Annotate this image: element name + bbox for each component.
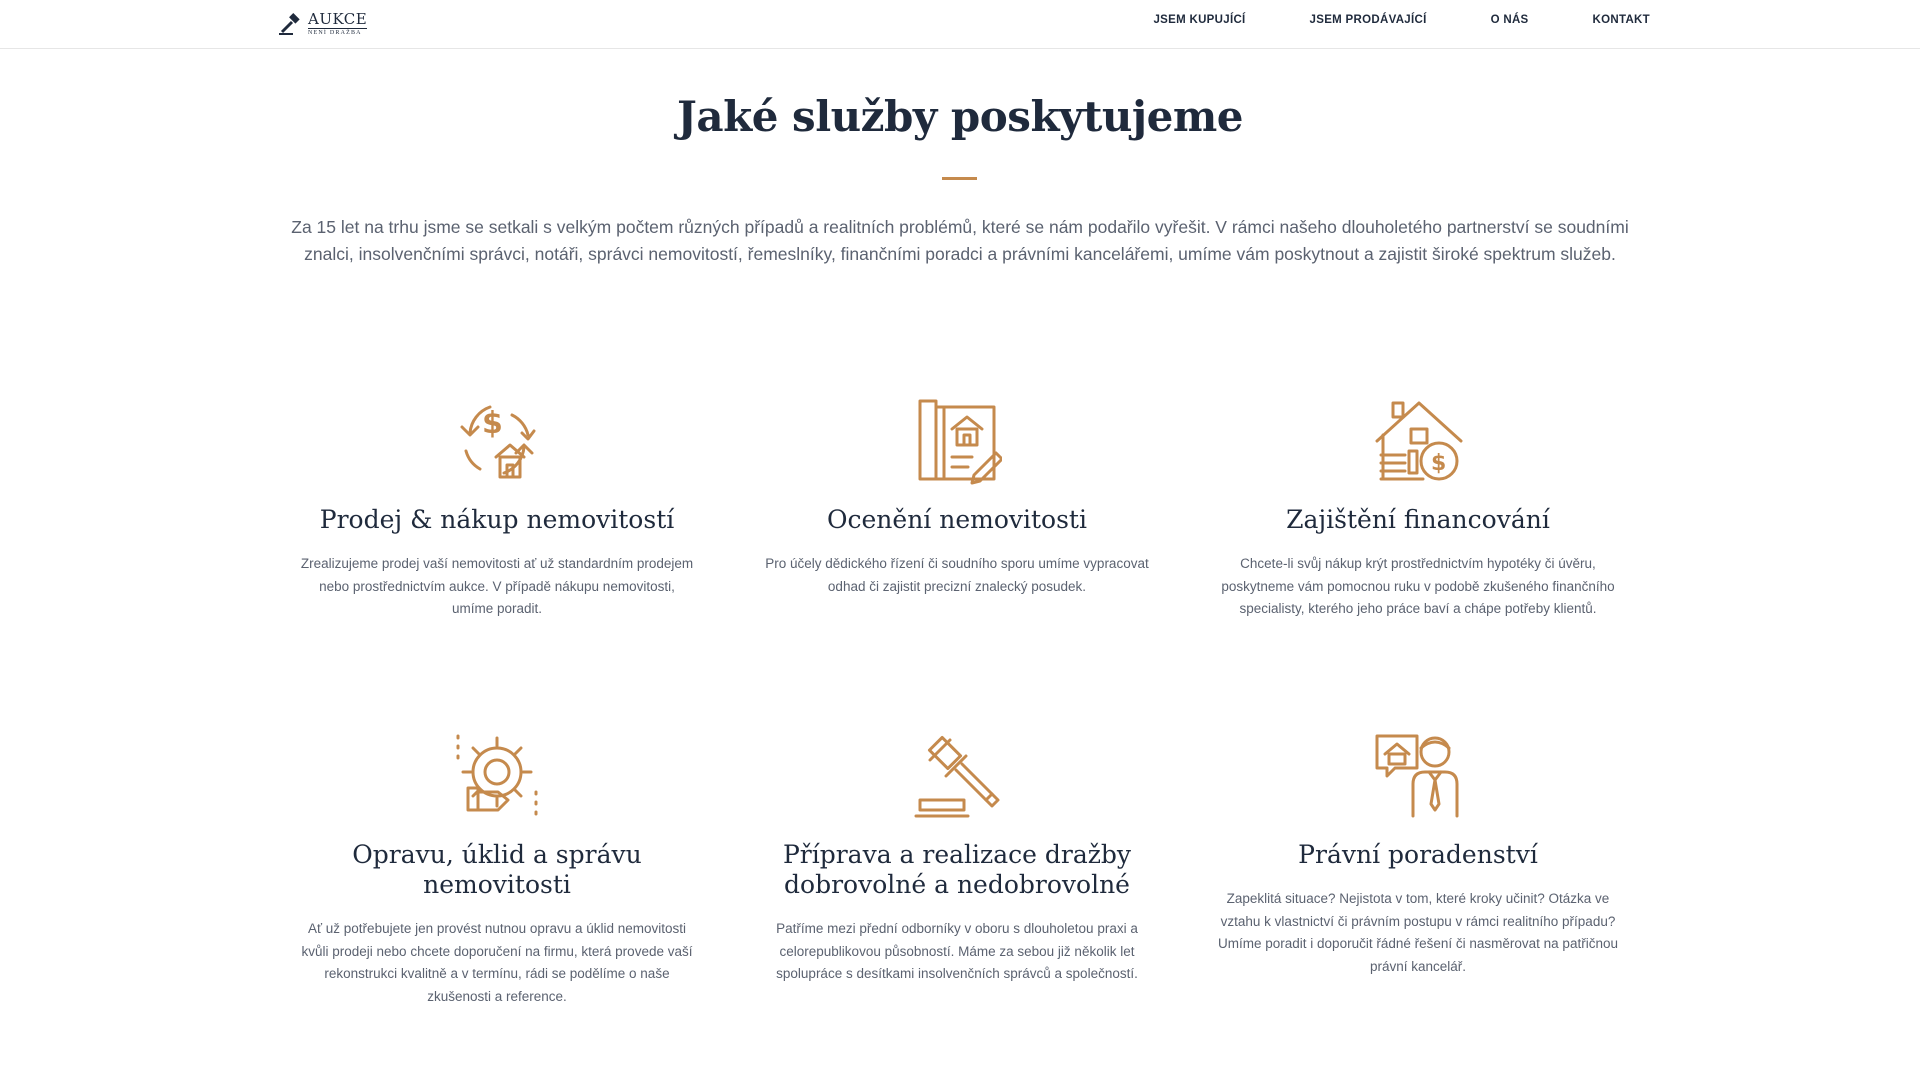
service-description: Zapeklitá situace? Nejistota v tom, které kroky učinit? Otázka ve vztahu k vlastnictví či právním postupu v rámci realitního případu? Umíme poradit i doporučit řádné řešení či nasměrovat na patřičnou právní kancelář. <box>1218 891 1618 974</box>
logo-title: AUKCE <box>308 10 368 28</box>
top-navigation-bar <box>0 0 1920 49</box>
service-card-appraisal <box>757 395 1157 598</box>
repair-gear-icon <box>452 730 542 820</box>
legal-advisor-icon <box>1373 730 1463 820</box>
svg-text:$: $ <box>1431 451 1447 476</box>
service-card-financing <box>1218 395 1618 621</box>
exchange-house-icon <box>452 395 542 485</box>
title-accent-divider <box>942 177 977 180</box>
logo-subtitle: NENÍ DRAŽBA <box>308 28 367 36</box>
service-title: Opravu, úklid a správu nemovitosti <box>352 840 642 899</box>
service-title: Prodej & nákup nemovitostí <box>319 505 675 534</box>
service-card-legal <box>1218 730 1618 978</box>
nav-link-contact[interactable]: KONTAKT <box>1592 14 1650 26</box>
main-nav <box>1153 14 1650 26</box>
nav-link-seller[interactable]: JSEM PRODÁVAJÍCÍ <box>1309 14 1427 26</box>
nav-link-about[interactable]: O NÁS <box>1490 14 1529 26</box>
service-title: Příprava a realizace dražby dobrovolné a nedobrovolné <box>782 840 1132 899</box>
service-title: Zajištění financování <box>1286 505 1550 534</box>
logo[interactable] <box>278 12 367 36</box>
service-card-repair <box>297 730 697 1008</box>
service-description: Ať už potřebujete jen provést nutnou opravu a úklid nemovitosti kvůli prodeji nebo chcete doporučení na firmu, která provede vaší rekonstrukci kvalitně a v termínu, rádi se podělíme o naše zkušenosti a reference. <box>301 921 693 1004</box>
service-description: Pro účely dědického řízení či soudního sporu umíme vypracovat odhad či zajistit precizní znalecký posudek. <box>765 556 1149 594</box>
service-description: Patříme mezi přední odborníky v oboru s dlouholetou praxi a celorepublikovou působností. Máme za sebou již několik let spolupráce s desítkami insolvenčních správců a společností. <box>776 921 1138 981</box>
gavel-logo-icon <box>278 12 306 36</box>
appraisal-document-icon <box>912 395 1002 485</box>
section-title: Jaké služby poskytujeme <box>677 92 1243 141</box>
service-card-sale <box>297 395 697 621</box>
svg-text:$: $ <box>482 406 503 441</box>
service-card-auction <box>757 730 1157 986</box>
house-finance-icon <box>1373 395 1463 485</box>
service-title: Právní poradenství <box>1298 840 1538 869</box>
service-description: Zrealizujeme prodej vaší nemovitosti ať už standardním prodejem nebo prostřednictvím aukce. V případě nákupu nemovitosti, umíme poradit. <box>300 556 694 616</box>
section-intro: Za 15 let na trhu jsme se setkali s velkým počtem různých případů a realitních problémů, které se nám podařilo vyřešit. V rámci našeho dlouholetého partnerství se soudními znalci, insolvenčními správci, notáři, správci nemovitostí, řemeslníky, finančními poradci a právními kancelářemi, umíme vám poskytnout a zajistit široké spektrum služeb. <box>291 217 1629 264</box>
nav-link-buyer[interactable]: JSEM KUPUJÍCÍ <box>1153 14 1246 26</box>
service-description: Chcete-li svůj nákup krýt prostřednictvím hypotéky či úvěru, poskytneme vám pomocnou ruku v podobě zkušeného finančního specialisty, kterého jeho práce baví a chápe potřeby klientů. <box>1221 556 1615 616</box>
service-title: Ocenění nemovitosti <box>827 505 1087 534</box>
gavel-icon <box>912 730 1002 820</box>
